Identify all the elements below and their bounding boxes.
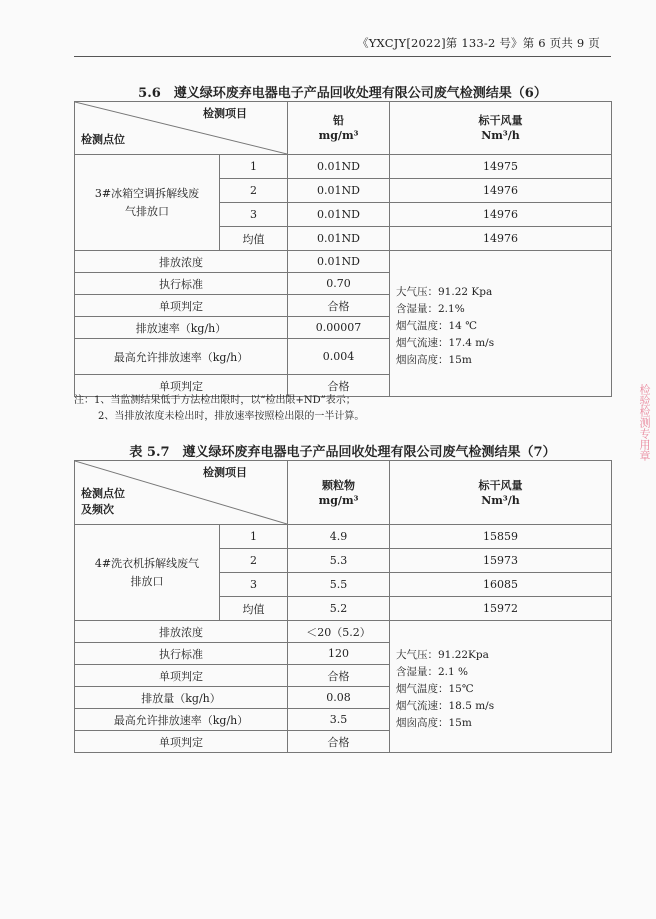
table-cell-value: 4.9: [288, 525, 390, 549]
table-cell-flow: 14976: [390, 203, 612, 227]
report-reference: 《YXCJY[2022]第 133-2 号》第 6 页共 9 页: [357, 36, 600, 50]
table-cell-flow: 15973: [390, 549, 612, 573]
table-1-sampling-point: 3#冰箱空调拆解线废气排放口: [75, 155, 220, 251]
note-line-2: 2、当排放浓度未检出时，排放速率按照检出限的一半计算。: [98, 411, 365, 422]
condition-humidity: 含湿量：2.1 %: [396, 666, 469, 678]
table-row-index: 3: [220, 203, 288, 227]
summary-label: 最高允许排放速率（kg/h）: [75, 339, 288, 375]
summary-value: 0.00007: [288, 317, 390, 339]
condition-velocity: 烟气流速：18.5 m/s: [396, 700, 495, 712]
table-row-index: 均值: [220, 597, 288, 621]
table-2-col1-header: 颗粒物 mg/m³: [288, 461, 390, 525]
summary-label: 执行标准: [75, 273, 288, 295]
summary-label: 单项判定: [75, 665, 288, 687]
table-2-col2-header: 标干风量 Nm³/h: [390, 461, 612, 525]
summary-value: 120: [288, 643, 390, 665]
summary-value: 合格: [288, 665, 390, 687]
summary-value: 合格: [288, 295, 390, 317]
table-2-point-label: 检测点位 及频次: [81, 487, 125, 516]
note-line-1: 注：1、当监测结果低于方法检出限时，以“检出限+ND”表示；: [74, 395, 356, 406]
summary-label: 单项判定: [75, 731, 288, 753]
table-cell-value: 5.2: [288, 597, 390, 621]
table-cell-flow: 14976: [390, 179, 612, 203]
table-1-diagonal-header: [75, 102, 288, 155]
summary-value: 合格: [288, 731, 390, 753]
table-row-index: 均值: [220, 227, 288, 251]
summary-label: 排放浓度: [75, 251, 288, 273]
table-row-index: 2: [220, 549, 288, 573]
table-2-caption: 表 5.7 遵义绿环废弃电器电子产品回收处理有限公司废气检测结果（7）: [129, 445, 556, 460]
table-2-conditions: [390, 621, 612, 753]
table-1-col2-header: 标干风量 Nm³/h: [390, 102, 612, 155]
table-2-item-label: 检测项目: [203, 466, 247, 479]
table-1-conditions: [390, 251, 612, 397]
condition-stack-height: 烟囱高度：15m: [396, 354, 472, 366]
summary-label: 排放浓度: [75, 621, 288, 643]
header-rule: [74, 56, 611, 57]
table-cell-value: 0.01ND: [288, 155, 390, 179]
condition-pressure: 大气压：91.22 Kpa: [396, 286, 493, 298]
summary-label: 排放速率（kg/h）: [75, 317, 288, 339]
table-cell-flow: 14975: [390, 155, 612, 179]
table-cell-value: 5.3: [288, 549, 390, 573]
table-cell-flow: 16085: [390, 573, 612, 597]
condition-temperature: 烟气温度：15℃: [396, 683, 474, 695]
table-row-index: 2: [220, 179, 288, 203]
summary-value: 0.01ND: [288, 251, 390, 273]
summary-value: ＜20（5.2）: [288, 621, 390, 643]
summary-label: 排放量（kg/h）: [75, 687, 288, 709]
condition-velocity: 烟气流速：17.4 m/s: [396, 337, 495, 349]
table-1: [74, 101, 612, 397]
summary-value: 0.004: [288, 339, 390, 375]
seal-text: 检验检测专用章: [638, 384, 651, 461]
summary-value: 合格: [288, 375, 390, 397]
summary-label: 执行标准: [75, 643, 288, 665]
table-row-index: 1: [220, 525, 288, 549]
table-cell-flow: 15859: [390, 525, 612, 549]
summary-value: 3.5: [288, 709, 390, 731]
condition-stack-height: 烟囱高度：15m: [396, 717, 472, 729]
table-1-item-label: 检测项目: [203, 107, 247, 120]
table-cell-flow: 14976: [390, 227, 612, 251]
table-row-index: 3: [220, 573, 288, 597]
table-1-caption: 5.6 遵义绿环废弃电器电子产品回收处理有限公司废气检测结果（6）: [138, 86, 547, 101]
table-cell-value: 0.01ND: [288, 227, 390, 251]
table-cell-value: 0.01ND: [288, 179, 390, 203]
summary-label: 单项判定: [75, 295, 288, 317]
table-row-index: 1: [220, 155, 288, 179]
summary-label: 单项判定: [75, 375, 288, 397]
table-1-notes: [74, 393, 364, 425]
official-seal-fragment: [631, 380, 656, 510]
condition-humidity: 含湿量：2.1%: [396, 303, 465, 315]
table-2-diagonal-header: [75, 461, 288, 525]
condition-temperature: 烟气温度：14 ℃: [396, 320, 477, 332]
table-2-sampling-point: 4#洗衣机拆解线废气排放口: [75, 525, 220, 621]
table-2: [74, 460, 612, 753]
summary-value: 0.70: [288, 273, 390, 295]
summary-label: 最高允许排放速率（kg/h）: [75, 709, 288, 731]
table-cell-value: 0.01ND: [288, 203, 390, 227]
table-1-point-label: 检测点位: [81, 133, 125, 146]
table-cell-flow: 15972: [390, 597, 612, 621]
table-cell-value: 5.5: [288, 573, 390, 597]
table-1-col1-header: 铅 mg/m³: [288, 102, 390, 155]
summary-value: 0.08: [288, 687, 390, 709]
condition-pressure: 大气压：91.22Kpa: [396, 649, 489, 661]
